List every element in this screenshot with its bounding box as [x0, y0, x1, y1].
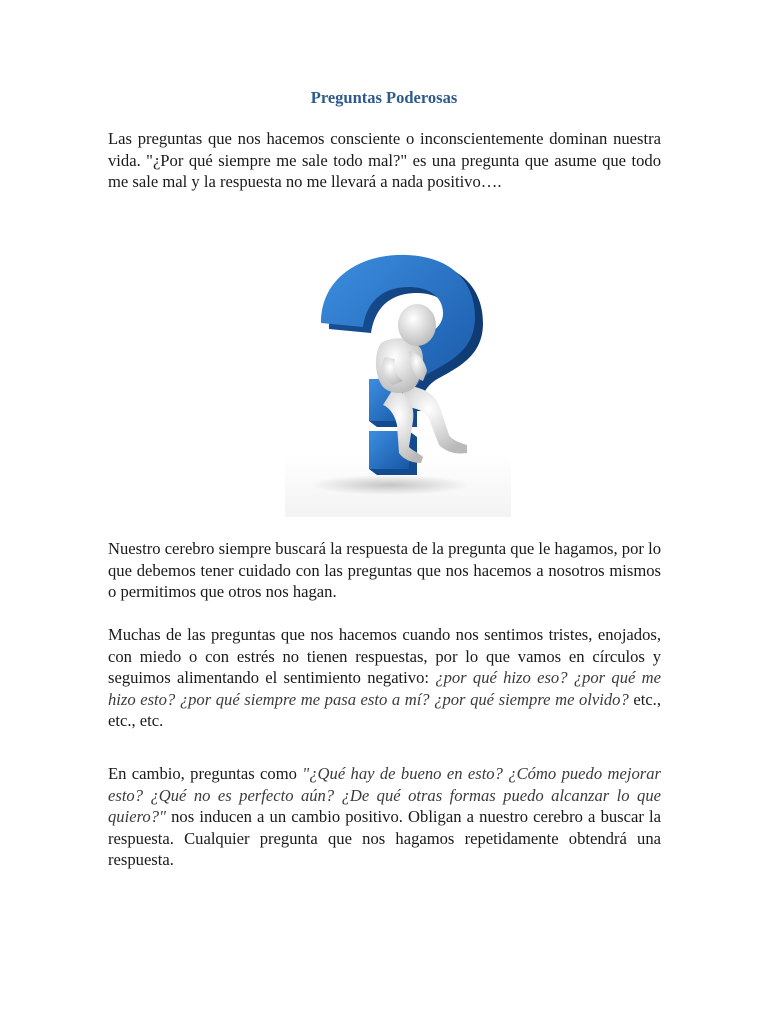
paragraph-negative-text: Muchas de las preguntas que nos hacemos cuando nos sentimos tristes, enojados, con miedo o con estrés no tienen respuestas, por lo que vamos en círculos y seguimos alimentando el sentimiento negativo: [108, 625, 661, 687]
question-mark-person-icon [285, 235, 511, 517]
paragraph-positive-questions [108, 763, 661, 871]
negative-questions-ending: etc., etc., etc. [108, 689, 661, 730]
positive-questions: "¿Qué hay de bueno en esto? ¿Cómo puedo mejorar esto? ¿Qué no es perfecto aún? ¿De qué otras formas puedo alcanzar lo que quiero?" [108, 764, 661, 826]
paragraph-negative-questions [108, 624, 661, 732]
paragraph-brain: Nuestro cerebro siempre buscará la respuesta de la pregunta que le hagamos, por lo que debemos tener cuidado con las preguntas que nos hacemos a nosotros mismos o permitimos que otros nos hagan. [108, 539, 661, 601]
positive-questions-ending: nos inducen a un cambio positivo. Obligan a nuestro cerebro a buscar la respuesta. Cualquier pregunta que nos hagamos repetidamente obtendrá una respuesta. [108, 807, 661, 869]
paragraph-positive-intro: En cambio, preguntas como [108, 764, 303, 783]
page-title: Preguntas Poderosas [310, 88, 458, 107]
negative-questions: ¿por qué hizo eso? ¿por qué me hizo esto? ¿por qué siempre me pasa esto a mí? ¿por qué siempre me olvido? [108, 668, 661, 709]
paragraph-intro: Las preguntas que nos hacemos consciente o inconscientemente dominan nuestra vida. "¿Por qué siempre me sale todo mal?" es una pregunta que asume que todo me sale mal y la respuesta no me llevará a nada positivo…. [108, 129, 661, 191]
